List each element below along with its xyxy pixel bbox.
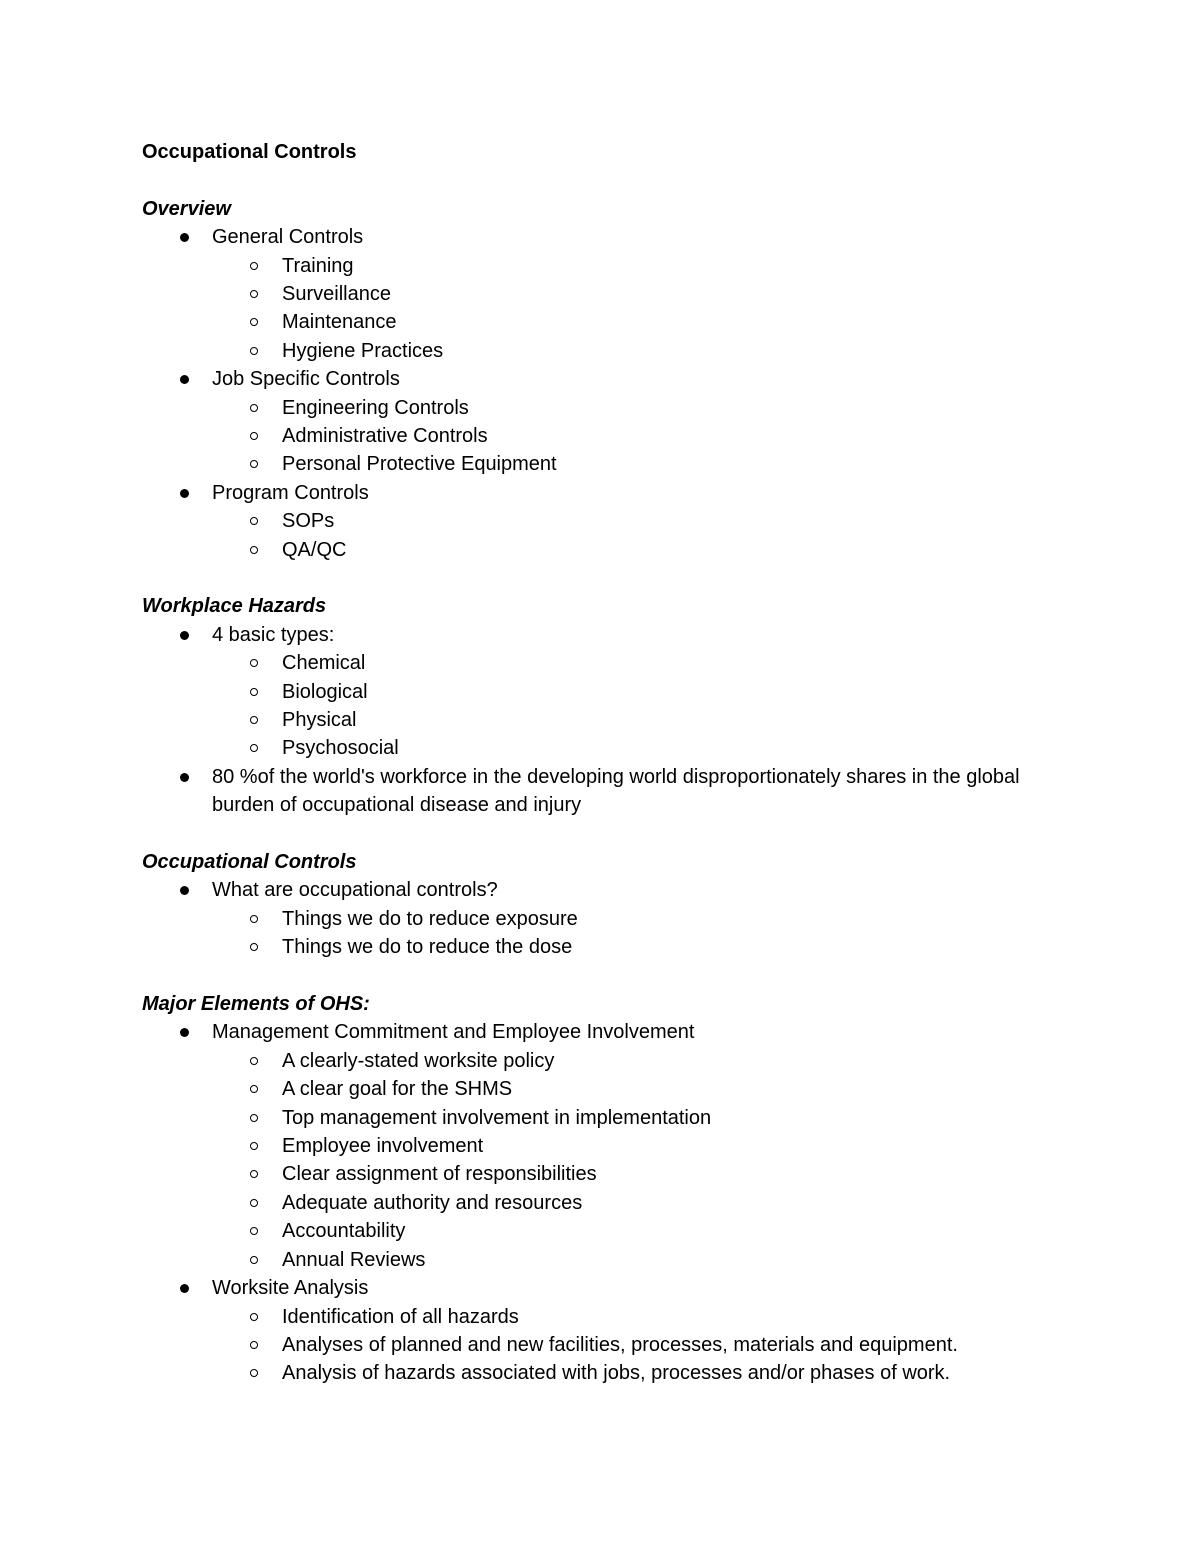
bullet-circle-icon — [250, 460, 258, 468]
sub-list-item-text: SOPs — [282, 510, 335, 533]
sub-list-item — [282, 1189, 1042, 1217]
sub-bullet-list — [212, 1303, 1042, 1388]
sub-list-item-text: A clearly-stated worksite policy — [282, 1049, 555, 1072]
list-item — [212, 479, 1042, 564]
list-item — [212, 876, 1042, 961]
sub-list-item — [282, 536, 1042, 564]
bullet-circle-icon — [250, 1199, 258, 1207]
sub-bullet-list — [212, 1047, 1042, 1274]
bullet-circle-icon — [250, 1114, 258, 1122]
list-item — [212, 1018, 1042, 1274]
bullet-disc-icon — [180, 1284, 189, 1293]
bullet-circle-icon — [250, 432, 258, 440]
document-title: Occupational Controls — [142, 141, 357, 163]
sub-list-item — [282, 933, 1042, 961]
sub-list-item — [282, 252, 1042, 280]
sub-bullet-list — [212, 252, 1042, 366]
bullet-disc-icon — [180, 375, 189, 384]
list-item-text: 4 basic types: — [212, 623, 335, 646]
sub-list-item-text: QA/QC — [282, 538, 347, 561]
sub-list-item — [282, 1217, 1042, 1245]
sub-list-item — [282, 734, 1042, 762]
list-item — [212, 621, 1042, 763]
sub-list-item-text: Administrative Controls — [282, 425, 488, 448]
bullet-disc-icon — [180, 773, 189, 782]
sub-list-item — [282, 280, 1042, 308]
bullet-circle-icon — [250, 290, 258, 298]
sub-bullet-list — [212, 394, 1042, 479]
section — [142, 990, 1042, 1388]
bullet-list — [142, 876, 1042, 961]
sub-list-item-text: Hygiene Practices — [282, 339, 444, 362]
bullet-circle-icon — [250, 1369, 258, 1377]
list-item-text: Worksite Analysis — [212, 1277, 369, 1300]
bullet-circle-icon — [250, 716, 258, 724]
bullet-circle-icon — [250, 517, 258, 525]
bullet-circle-icon — [250, 1256, 258, 1264]
sub-list-item — [282, 1075, 1042, 1103]
sub-list-item — [282, 678, 1042, 706]
bullet-circle-icon — [250, 1313, 258, 1321]
sub-list-item-text: Training — [282, 254, 354, 277]
bullet-circle-icon — [250, 1341, 258, 1349]
sub-list-item-text: Accountability — [282, 1220, 406, 1243]
list-item — [212, 365, 1042, 479]
document-body — [142, 195, 1042, 1388]
sub-list-item — [282, 1246, 1042, 1274]
sub-list-item — [282, 422, 1042, 450]
sub-list-item-text: Top management involvement in implementation — [282, 1106, 712, 1129]
sub-list-item — [282, 507, 1042, 535]
sub-list-item-text: Personal Protective Equipment — [282, 453, 557, 476]
document-page — [142, 138, 1042, 1388]
bullet-list — [142, 223, 1042, 564]
sub-list-item-text: Employee involvement — [282, 1135, 484, 1158]
list-item-text: 80 %of the world's workforce in the developing world disproportionately shares in the global burden of occupational disease and injury — [212, 765, 1020, 817]
list-item — [212, 763, 1042, 820]
section — [142, 195, 1042, 564]
section-heading: Overview — [142, 197, 231, 220]
list-item — [212, 223, 1042, 365]
sub-list-item-text: Clear assignment of responsibilities — [282, 1163, 597, 1186]
sub-bullet-list — [212, 905, 1042, 962]
bullet-circle-icon — [250, 318, 258, 326]
bullet-circle-icon — [250, 1085, 258, 1093]
bullet-list — [142, 621, 1042, 820]
list-item — [212, 1274, 1042, 1388]
sub-list-item-text: Things we do to reduce the dose — [282, 936, 573, 959]
sub-list-item — [282, 394, 1042, 422]
bullet-circle-icon — [250, 1170, 258, 1178]
bullet-circle-icon — [250, 404, 258, 412]
sub-list-item — [282, 1104, 1042, 1132]
bullet-circle-icon — [250, 1057, 258, 1065]
sub-list-item — [282, 1160, 1042, 1188]
bullet-circle-icon — [250, 688, 258, 696]
sub-list-item — [282, 1331, 1042, 1359]
bullet-list — [142, 1018, 1042, 1387]
sub-bullet-list — [212, 649, 1042, 763]
bullet-circle-icon — [250, 546, 258, 554]
sub-list-item — [282, 905, 1042, 933]
list-item-text: Management Commitment and Employee Involvement — [212, 1021, 695, 1044]
sub-bullet-list — [212, 507, 1042, 564]
bullet-circle-icon — [250, 262, 258, 270]
sub-list-item — [282, 1047, 1042, 1075]
sub-list-item-text: Identification of all hazards — [282, 1305, 519, 1328]
bullet-disc-icon — [180, 886, 189, 895]
sub-list-item — [282, 450, 1042, 478]
sub-list-item-text: Biological — [282, 680, 368, 703]
sub-list-item-text: A clear goal for the SHMS — [282, 1078, 513, 1101]
bullet-circle-icon — [250, 744, 258, 752]
sub-list-item-text: Analysis of hazards associated with jobs, processes and/or phases of work. — [282, 1362, 951, 1385]
sub-list-item-text: Chemical — [282, 652, 366, 675]
bullet-circle-icon — [250, 659, 258, 667]
sub-list-item — [282, 706, 1042, 734]
section-heading: Workplace Hazards — [142, 595, 327, 618]
bullet-circle-icon — [250, 943, 258, 951]
sub-list-item — [282, 308, 1042, 336]
sub-list-item-text: Things we do to reduce exposure — [282, 907, 578, 930]
bullet-disc-icon — [180, 1028, 189, 1037]
bullet-circle-icon — [250, 915, 258, 923]
bullet-circle-icon — [250, 347, 258, 355]
sub-list-item — [282, 1303, 1042, 1331]
bullet-circle-icon — [250, 1227, 258, 1235]
section — [142, 592, 1042, 819]
sub-list-item-text: Analyses of planned and new facilities, processes, materials and equipment. — [282, 1333, 958, 1356]
section-heading: Occupational Controls — [142, 851, 357, 874]
sub-list-item-text: Annual Reviews — [282, 1248, 426, 1271]
sub-list-item — [282, 649, 1042, 677]
sub-list-item-text: Engineering Controls — [282, 396, 469, 419]
sub-list-item-text: Psychosocial — [282, 737, 399, 760]
sub-list-item-text: Adequate authority and resources — [282, 1191, 583, 1214]
bullet-circle-icon — [250, 1142, 258, 1150]
bullet-disc-icon — [180, 631, 189, 640]
section — [142, 848, 1042, 962]
sub-list-item — [282, 1132, 1042, 1160]
list-item-text: General Controls — [212, 226, 364, 249]
sub-list-item-text: Physical — [282, 709, 357, 732]
sub-list-item-text: Maintenance — [282, 311, 397, 334]
list-item-text: Program Controls — [212, 481, 369, 504]
section-heading: Major Elements of OHS: — [142, 993, 370, 1016]
list-item-text: Job Specific Controls — [212, 368, 400, 391]
bullet-disc-icon — [180, 233, 189, 242]
sub-list-item-text: Surveillance — [282, 282, 391, 305]
bullet-disc-icon — [180, 489, 189, 498]
sub-list-item — [282, 337, 1042, 365]
list-item-text: What are occupational controls? — [212, 879, 498, 902]
sub-list-item — [282, 1359, 1042, 1387]
